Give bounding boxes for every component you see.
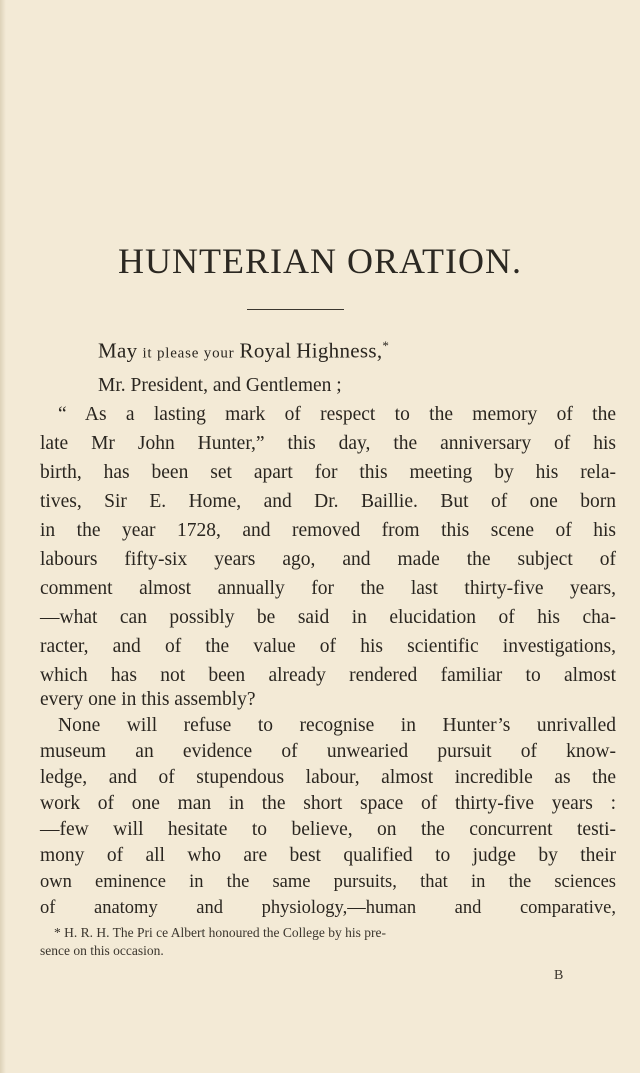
footnote-line-2: sence on this occasion. xyxy=(40,943,164,958)
text-line: racter, and of the value of his scientific investigations, xyxy=(40,636,616,657)
text-line: in the year 1728, and removed from this scene of his xyxy=(40,520,616,541)
text-line: which has not been already rendered familiar to almost xyxy=(40,665,616,686)
text-line: labours fifty-six years ago, and made the subject of xyxy=(40,549,616,570)
text-line: comment almost annually for the last thirty-five years, xyxy=(40,578,616,599)
text-line: None will refuse to recognise in Hunter’s unrivalled xyxy=(58,715,616,736)
text-line: of anatomy and physiology,—human and comparative, xyxy=(40,898,616,918)
text-line: mony of all who are best qualified to judge by their xyxy=(40,845,616,866)
title-divider xyxy=(247,309,344,310)
salutation-it-please-your: it please your xyxy=(142,345,235,362)
text-line: —few will hesitate to believe, on the concurrent testi- xyxy=(40,819,616,840)
text-line: —what can possibly be said in elucidation of his cha- xyxy=(40,607,616,628)
text-line: “ As a lasting mark of respect to the memory of the xyxy=(58,404,616,425)
page-title: HUNTERIAN ORATION. xyxy=(118,241,522,281)
signature-mark: B xyxy=(554,968,564,983)
text-line: ledge, and of stupendous labour, almost incredible as the xyxy=(40,767,616,788)
text-line: late Mr John Hunter,” this day, the anniversary of his xyxy=(40,433,616,454)
page-edge-shadow xyxy=(0,0,6,1073)
text-line: work of one man in the short space of thirty-five years : xyxy=(40,793,616,814)
text-line: museum an evidence of unwearied pursuit of know- xyxy=(40,741,616,762)
salutation-may: May xyxy=(98,338,138,363)
footnote-mark: * xyxy=(382,338,390,353)
footnote-line-1: * H. R. H. The Pri ce Albert honoured the College by his pre- xyxy=(54,925,386,940)
salutation xyxy=(98,338,389,363)
text-line: every one in this assembly? xyxy=(40,689,256,710)
text-line: birth, has been set apart for this meeting by his rela- xyxy=(40,462,616,483)
text-line: own eminence in the same pursuits, that in the sciences xyxy=(40,872,616,892)
salutation-highness: Highness, xyxy=(296,338,383,363)
text-line: tives, Sir E. Home, and Dr. Baillie. But of one born xyxy=(40,491,616,512)
salutation-royal: Royal xyxy=(239,338,292,363)
text-line: Mr. President, and Gentlemen ; xyxy=(98,375,342,396)
